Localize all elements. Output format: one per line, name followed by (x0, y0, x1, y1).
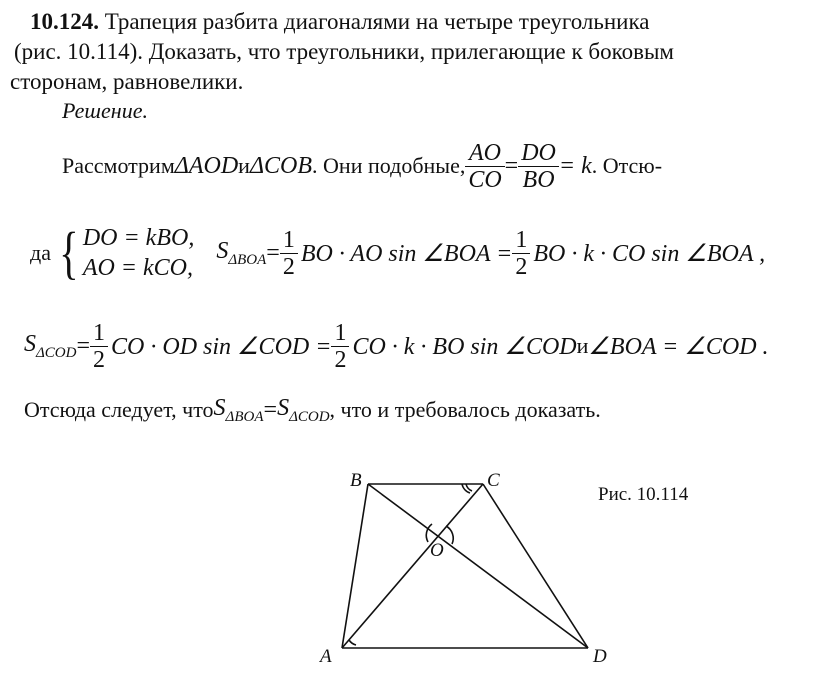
diagonal-ac (342, 484, 483, 648)
l4-area-1-sub: ΔBOA (225, 408, 264, 425)
problem-text-1: Трапеция разбита диагоналями на четыре треугольника (104, 9, 650, 34)
l2-half-1-num: 1 (280, 227, 298, 254)
l2-equals: = (266, 239, 280, 266)
l1-triangle-aod: ΔAOD (174, 152, 239, 179)
l3-half-1-num: 1 (90, 320, 108, 347)
system-eq-2: AO = kCO, (82, 255, 193, 281)
label-a: A (320, 646, 332, 667)
diagonal-bd (368, 484, 588, 648)
l1-equals: = (504, 152, 519, 179)
l1-text-c: . Отсю- (591, 153, 663, 178)
l2-half-2-num: 1 (512, 227, 530, 254)
l2-half-1-den: 2 (282, 253, 295, 280)
side-cd (483, 484, 588, 648)
l1-f1-num: AO (465, 140, 504, 167)
l1-f2-num: DO (518, 140, 559, 167)
angle-mark-c-2 (466, 484, 472, 491)
l2-half-2-den: 2 (515, 253, 528, 280)
l1-k: = k (558, 152, 592, 179)
l3-area-S: S (24, 330, 36, 357)
l3-half-2-den: 2 (334, 346, 347, 373)
problem-line-3: сторонам, равновелики. (10, 69, 244, 94)
label-o: O (430, 540, 444, 561)
l1-f2-den: BO (522, 166, 555, 193)
l3-half-1-den: 2 (93, 346, 106, 373)
l1-text-b: . Они подобные, (312, 153, 466, 178)
angle-mark-o-right (446, 526, 453, 544)
l3-equals: = (76, 332, 91, 359)
l2-expr-1: BO · AO sin ∠BOA = (300, 240, 513, 267)
l1-triangle-cob: ΔCOB (249, 152, 313, 179)
label-b: B (350, 470, 362, 491)
l2-da: да (30, 240, 51, 265)
l3-and: и (576, 333, 589, 358)
l1-text-a: Рассмотрим (62, 153, 175, 178)
system-brace: { (59, 220, 79, 285)
l3-half-2-num: 1 (331, 320, 349, 347)
l4-area-1-S: S (213, 394, 226, 421)
l2-area-S: S (216, 237, 229, 264)
l1-f1-den: CO (468, 166, 502, 193)
l2-area-sub: ΔBOA (228, 251, 267, 268)
l4-area-2-sub: ΔCOD (289, 408, 330, 425)
l1-and: и (238, 153, 250, 178)
solution-heading: Решение. (62, 98, 148, 123)
l4-equals: = (263, 396, 278, 423)
l2-expr-2: BO · k · CO sin ∠BOA , (533, 240, 766, 267)
label-d: D (593, 646, 607, 667)
problem-line-2: (рис. 10.114). Доказать, что треугольники, прилегающие к боковым (14, 39, 674, 64)
l4-text-a: Отсюда следует, что (24, 397, 214, 422)
l3-expr-2: CO · k · BO sin ∠COD (352, 333, 577, 360)
problem-number: 10.124. (30, 9, 99, 34)
l3-expr-1: CO · OD sin ∠COD = (111, 333, 332, 360)
l3-expr-3: ∠BOA = ∠COD . (588, 333, 769, 360)
label-c: C (487, 470, 500, 491)
figure-caption: Рис. 10.114 (598, 484, 689, 505)
l4-text-b: , что и требовалось доказать. (329, 397, 601, 422)
l4-area-2-S: S (277, 394, 290, 421)
angle-mark-a (349, 640, 356, 645)
l3-area-sub: ΔCOD (36, 344, 77, 361)
system-eq-1: DO = kBO, (82, 225, 195, 251)
